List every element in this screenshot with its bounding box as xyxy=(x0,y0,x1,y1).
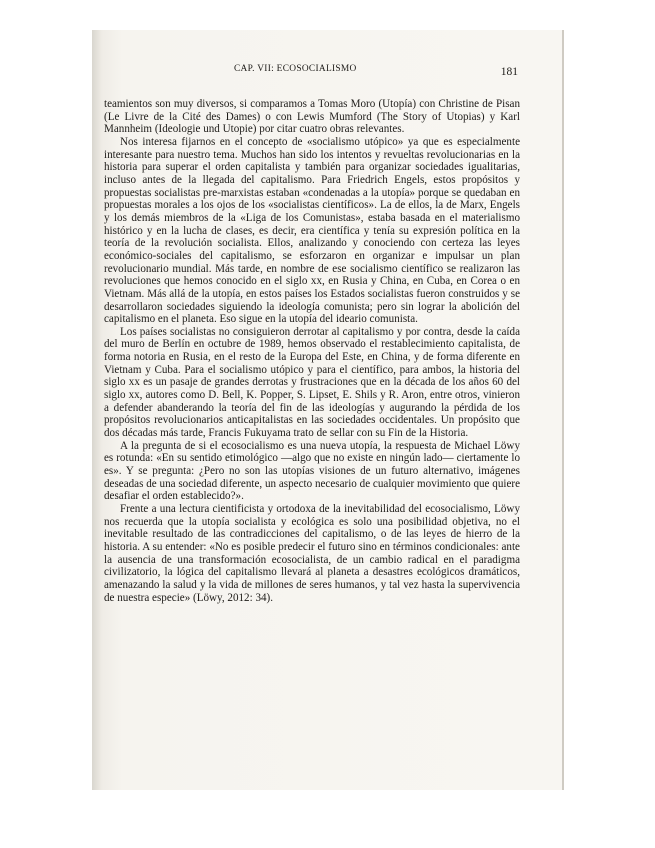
paragraph-continued: teamientos son muy diversos, si comparamos a Tomas Moro (Utopía) con Christine de Pisan (Le Livre de la Cité des Dames) o con Lewis Mumford (The Story of Utopias) y Karl Mannheim (Ideologie und Utopie) por citar cuatro obras relevantes. xyxy=(104,98,520,136)
page-number: 181 xyxy=(500,66,518,78)
paragraph-socialist-countries: Los países socialistas no consiguieron derrotar al capitalismo y por contra, desde la caída del muro de Berlín en octubre de 1989, hemos observado el restablecimiento capitalista, de forma notoria en Rusia, en el resto de la Europa del Este, en China, y de forma diferente en Vietnam y Cuba. Para el socialismo utópico y para el científico, para ambos, la historia del siglo xx es un pasaje de grandes derrotas y frustraciones que en la década de los años 60 del siglo xx, autores como D. Bell, K. Popper, S. Lipset, E. Shils y R. Aron, entre otros, vinieron a defender abanderando la teoría del fin de las ideologías y augurando la pérdida de los propósitos revolucionarios anticapitalistas en las sociedades occidentales. Un propósito que dos décadas más tarde, Francis Fukuyama trato de sellar con su Fin de la Historia. xyxy=(104,325,520,440)
running-head: CAP. VII: ECOSOCIALISMO xyxy=(234,64,357,74)
paragraph-lowy-question: A la pregunta de si el ecosocialismo es una nueva utopía, la respuesta de Michael Löwy es rotunda: «En su sentido etimológico —algo que no existe en ningún lado— ciertamente lo es». Y se pregunta: ¿Pero no son las utopías visiones de un futuro alternativo, imágenes deseadas de una sociedad diferente, un aspecto necesario de cualquier movimiento que quiere desafiar el orden establecido?». xyxy=(104,439,520,503)
book-page xyxy=(104,58,520,758)
page-body xyxy=(104,98,520,604)
paragraph-lowy-reading: Frente a una lectura cientificista y ortodoxa de la inevitabilidad del ecosocialismo, Löwy nos recuerda que la utopía socialista y ecológica es solo una posibilidad objetiva, no el inevitable resultado de las contradicciones del capitalismo, o de las leyes de hierro de la historia. A su entender: «No es posible predecir el futuro sino en términos condicionales: ante la ausencia de una transformación ecosocialista, de un cambio radical en el paradigma civilizatorio, la lógica del capitalismo llevará al planeta a desastres ecológicos dramáticos, amenazando la salud y la vida de millones de seres humanos, y tal vez hasta la supervivencia de nuestra especie» (Löwy, 2012: 34). xyxy=(104,503,520,604)
page-header xyxy=(104,58,520,82)
paragraph-utopian-socialism: Nos interesa fijarnos en el concepto de «socialismo utópico» ya que es especialmente interesante para nuestro tema. Muchos han sido los intentos y revueltas revolucionarias en la historia para superar el orden capitalista y también para organizar sociedades igualitarias, incluso antes de la llegada del capitalismo. Para Friedrich Engels, estos propósitos y propuestas socialistas pre-marxistas estaban «condenadas a la utopía» porque se quedaban en propuestas morales a los ojos de los «socialistas científicos». La de ellos, la de Marx, Engels y los demás miembros de la «Liga de los Comunistas», estaba basada en el materialismo histórico y en la lucha de clases, es decir, era científica y tenía su expresión política en la teoría de la revolución socialista. Ellos, analizando y conociendo con certeza las leyes económico-sociales del capitalismo, se esforzaron en organizar e impulsar un plan revolucionario mundial. Más tarde, en nombre de ese socialismo científico se realizaron las revoluciones que hemos conocido en el siglo xx, en Rusia y China, en Cuba, en Corea o en Vietnam. Más allá de la utopía, en estos países los Estados socialistas fueron construidos y se desarrollaron sociedades siguiendo la ideología comunista; pero sin lograr la abolición del capitalismo en el planeta. Eso sigue en la utopía del ideario comunista. xyxy=(104,135,520,326)
